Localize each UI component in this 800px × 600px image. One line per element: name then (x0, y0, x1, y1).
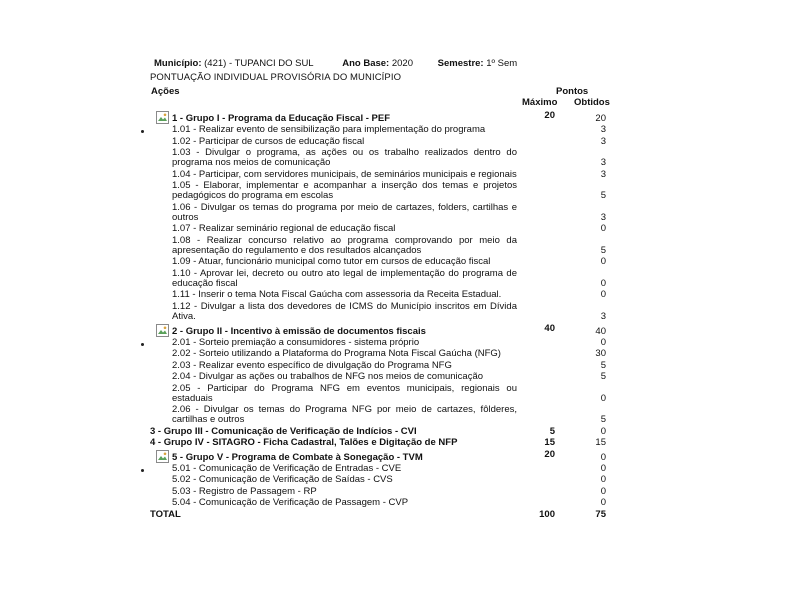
item-obtained: 0 (600, 289, 606, 300)
semestre-value: 1º Sem (486, 58, 518, 69)
item-text: 1.02 - Participar de cursos de educação fiscal (172, 135, 365, 147)
item-obtained: 5 (600, 371, 606, 382)
group-row (150, 111, 612, 124)
item-row (150, 170, 612, 180)
item-obtained: 0 (600, 336, 606, 348)
broken-image-icon (156, 450, 169, 463)
item-obtained: 0 (600, 485, 606, 497)
item-text: 1.05 - Elaborar, implementar e acompanhar a inserção dos temas e projetos pedagógicos do programa em escolas (172, 180, 517, 201)
item-obtained: 5 (600, 414, 606, 425)
item-obtained: 30 (595, 348, 606, 359)
group-title (150, 427, 510, 437)
column-obtidos: Obtidos (574, 97, 610, 108)
column-maximo: Máximo (522, 97, 558, 108)
total-label: TOTAL (150, 508, 181, 520)
group-title-text: 4 - Grupo IV - SITAGRO - Ficha Cadastral, Talões e Digitação de NFP (150, 436, 458, 448)
column-pontos: Pontos (556, 86, 589, 97)
item-text: 1.10 - Aprovar lei, decreto ou outro ato legal de implementação do programa de educação fiscal (172, 267, 517, 289)
group-row (150, 427, 612, 437)
item-text: 1.09 - Atuar, funcionário municipal como tutor em cursos de educação fiscal (172, 256, 491, 267)
item-row (150, 181, 612, 201)
item-text: 2.03 - Realizar evento específico de divulgação do Programa NFG (172, 359, 452, 371)
item-obtained: 0 (600, 474, 606, 485)
item-obtained: 3 (600, 157, 606, 168)
group-title (156, 324, 516, 337)
item-obtained: 5 (600, 359, 606, 371)
group-title-text: 5 - Grupo V - Programa de Combate à Sonegação - TVM (172, 451, 423, 463)
item-obtained: 3 (600, 124, 606, 135)
broken-image-icon (156, 324, 169, 337)
item-obtained: 0 (600, 497, 606, 508)
report-subtitle: PONTUAÇÃO INDIVIDUAL PROVISÓRIA DO MUNICÍPIO (150, 72, 402, 83)
group-title-text: 3 - Grupo III - Comunicação de Verificação de Indícios - CVI (150, 425, 417, 437)
group-title (156, 111, 516, 124)
bullet-mark (141, 469, 144, 472)
item-text: 1.07 - Realizar seminário regional de educação fiscal (172, 223, 396, 234)
item-row (150, 349, 612, 359)
item-row (150, 361, 612, 371)
item-text: 5.02 - Comunicação de Verificação de Saídas - CVS (172, 474, 393, 485)
score-table (150, 111, 612, 508)
item-text: 1.08 - Realizar concurso relativo ao programa comprovando por meio da apresentação do regulamento e dos resultados alcançados (172, 234, 517, 256)
item-obtained: 3 (600, 168, 606, 180)
item-text: 2.06 - Divulgar os temas do Programa NFG por meio de cartazes, fôlderes, cartilhas e outros (172, 404, 517, 425)
item-row (150, 148, 612, 168)
item-row (150, 236, 612, 256)
ano-value: 2020 (391, 58, 413, 69)
item-row (150, 405, 612, 425)
group-title-text: 1 - Grupo I - Programa da Educação Fiscal - PEF (172, 113, 391, 124)
group-obtained: 20 (595, 113, 606, 124)
item-row (150, 372, 612, 382)
group-max: 40 (544, 322, 555, 334)
item-obtained: 0 (600, 462, 606, 474)
item-obtained: 5 (600, 190, 606, 201)
item-row (150, 137, 612, 147)
municipio-value: (421) - TUPANCI DO SUL (204, 58, 314, 69)
item-obtained: 0 (600, 223, 606, 234)
item-obtained: 5 (600, 244, 606, 256)
item-row (150, 475, 612, 485)
item-row (150, 302, 612, 322)
column-acoes: Ações (151, 86, 180, 97)
group-row (150, 450, 612, 463)
item-row (150, 384, 612, 404)
group-obtained: 40 (595, 325, 606, 337)
item-text: 5.01 - Comunicação de Verificação de Entradas - CVE (172, 462, 402, 474)
total-max: 100 (539, 508, 555, 520)
municipio-label: Município: (154, 58, 202, 69)
group-title-text: 2 - Grupo II - Incentivo à emissão de documentos fiscais (172, 325, 426, 337)
bullet-mark (141, 343, 144, 346)
item-text: 2.01 - Sorteio premiação a consumidores - sistema próprio (172, 336, 420, 348)
group-obtained: 15 (595, 436, 606, 448)
item-text: 1.12 - Divulgar a lista dos devedores de ICMS do Município inscritos em Dívida Ativa. (172, 300, 517, 322)
item-obtained: 3 (600, 310, 606, 322)
item-text: 2.02 - Sorteio utilizando a Plataforma do Programa Nota Fiscal Gaúcha (NFG) (172, 348, 501, 359)
item-row (150, 257, 612, 267)
item-row (150, 464, 612, 474)
group-max: 20 (544, 110, 555, 121)
group-obtained: 0 (600, 451, 606, 463)
item-text: 1.01 - Realizar evento de sensibilização para implementação do programa (172, 124, 486, 135)
item-row (150, 338, 612, 348)
item-row (150, 487, 612, 497)
item-row (150, 290, 612, 300)
group-obtained: 0 (600, 425, 606, 437)
group-title (150, 438, 510, 448)
column-header (150, 85, 612, 109)
bullet-mark (141, 130, 144, 133)
total-row (150, 510, 612, 520)
item-text: 2.05 - Participar do Programa NFG em eventos municipais, regionais ou estaduais (172, 382, 517, 404)
item-text: 1.03 - Divulgar o programa, as ações ou os trabalho realizados dentro do programa nos meios de comunicação (172, 147, 517, 168)
item-text: 1.11 - Inserir o tema Nota Fiscal Gaúcha com assessoria da Receita Estadual. (172, 289, 502, 300)
item-obtained: 0 (600, 256, 606, 267)
item-text: 5.03 - Registro de Passagem - RP (172, 485, 317, 497)
group-title (156, 450, 516, 463)
item-row (150, 125, 612, 135)
item-text: 1.04 - Participar, com servidores municipais, de seminários municipais e regionais (172, 168, 517, 180)
group-row (150, 324, 612, 337)
report-header (150, 58, 612, 71)
group-max: 20 (544, 448, 555, 460)
ano-label: Ano Base: (342, 58, 390, 69)
total-obtained: 75 (595, 508, 606, 520)
item-row (150, 203, 612, 223)
item-obtained: 3 (600, 135, 606, 147)
item-text: 1.06 - Divulgar os temas do programa por meio de cartazes, folders, cartilhas e outros (172, 201, 517, 223)
broken-image-icon (156, 111, 169, 124)
item-row (150, 269, 612, 289)
semestre-label: Semestre: (437, 58, 484, 69)
group-row (150, 438, 612, 448)
item-obtained: 0 (600, 277, 606, 289)
item-obtained: 3 (600, 211, 606, 223)
group-max: 5 (549, 425, 555, 437)
group-max: 15 (544, 436, 555, 448)
report-page (150, 58, 612, 520)
item-obtained: 0 (600, 392, 606, 404)
item-text: 2.04 - Divulgar as ações ou trabalhos de NFG nos meios de comunicação (172, 371, 484, 382)
item-row (150, 498, 612, 508)
item-row (150, 224, 612, 234)
item-text: 5.04 - Comunicação de Verificação de Passagem - CVP (172, 497, 409, 508)
